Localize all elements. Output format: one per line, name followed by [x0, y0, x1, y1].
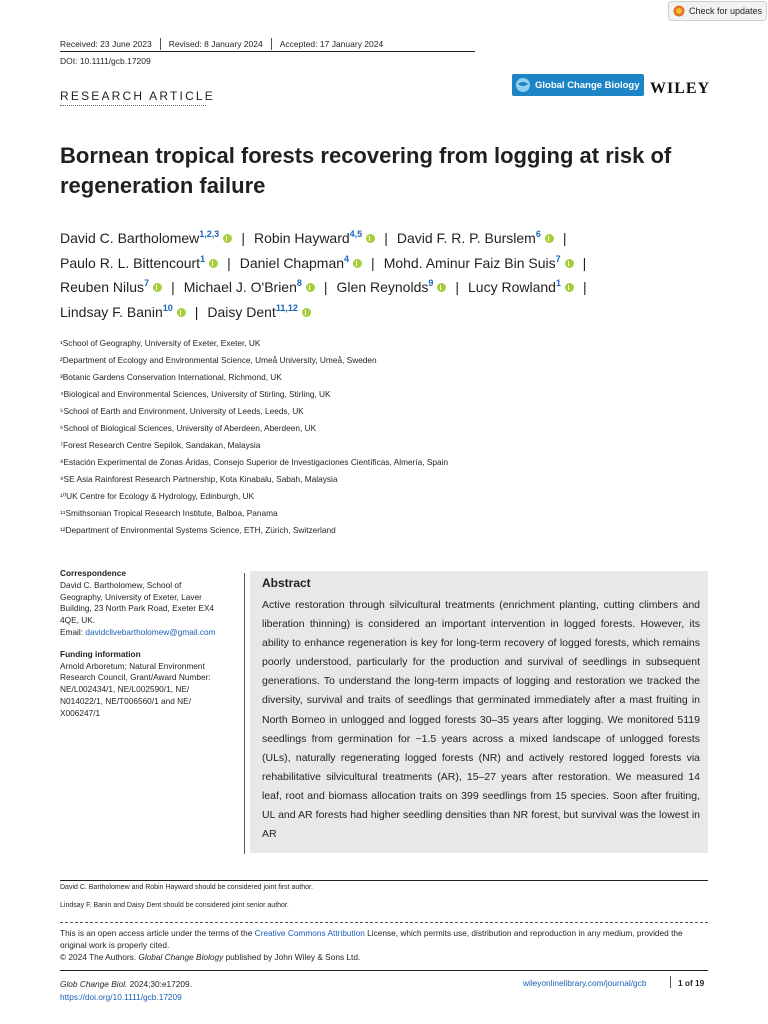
author-name: Daniel Chapman [239, 254, 345, 271]
author-separator: | [562, 230, 567, 246]
author[interactable] [240, 255, 362, 271]
author[interactable] [254, 230, 375, 246]
journal-logo[interactable] [512, 74, 644, 96]
affiliation: ⁶School of Biological Sciences, University of Aberdeen, Aberdeen, UK [60, 423, 317, 433]
accepted-date: Accepted: 17 January 2024 [279, 39, 384, 49]
correspondence-line: David C. Bartholomew, School of [60, 579, 182, 590]
revised-date: Revised: 8 January 2024 [168, 39, 263, 49]
divider [60, 922, 708, 923]
author-name: Lindsay F. Banin [60, 303, 163, 320]
orcid-icon[interactable] [306, 283, 315, 292]
author-separator: | [384, 230, 388, 246]
divider [60, 880, 708, 881]
orcid-icon[interactable] [565, 283, 574, 292]
affiliation-ref[interactable]: 4,5 [349, 229, 363, 239]
affiliation: ⁷Forest Research Centre Sepilok, Sandakan, Malaysia [60, 440, 261, 450]
citation [60, 978, 192, 1004]
author[interactable] [468, 279, 574, 295]
affiliation-ref[interactable]: 11,12 [275, 302, 298, 313]
article-history [60, 38, 383, 50]
email-line [60, 627, 238, 639]
author-separator: | [323, 279, 328, 295]
doi-link[interactable]: https://doi.org/10.1111/gcb.17209 [60, 992, 182, 1002]
author-name: Michael J. O'Brien [183, 279, 297, 295]
author-name: Daisy Dent [207, 303, 276, 320]
copyright-journal: Global Change Biology [138, 952, 224, 962]
email-link[interactable]: davidclivebartholomew@gmail.com [85, 626, 216, 637]
author-name: Robin Hayward [253, 230, 350, 246]
check-updates-label: Check for updates [689, 6, 763, 16]
author-name: Reuben Nilus [60, 279, 145, 295]
publisher-logo[interactable]: WILEY [650, 80, 711, 97]
affiliation-ref[interactable]: 6 [535, 229, 541, 239]
license-text [60, 927, 708, 963]
email-label: Email: [60, 626, 86, 637]
author-separator: | [171, 279, 175, 295]
journal-name: Global Change Biology [535, 79, 640, 91]
article-title: Bornean tropical forests recovering from logging at risk of regeneration failure [60, 143, 672, 198]
author-list [60, 226, 720, 324]
footnote: Lindsay F. Banin and Daisy Dent should be considered joint senior author. [60, 902, 289, 909]
author[interactable] [60, 304, 186, 320]
orcid-icon[interactable] [302, 308, 311, 317]
affiliation-ref[interactable]: 7 [144, 278, 150, 288]
author-name: Lucy Rowland [468, 279, 556, 295]
affiliation: ¹¹Smithsonian Tropical Research Institute, Balboa, Panama [60, 508, 278, 518]
page-number: 1 of 19 [678, 978, 705, 988]
orcid-icon[interactable] [545, 234, 554, 243]
affiliation: ²Department of Ecology and Environmental Science, Umeå University, Umeå, Sweden [60, 355, 377, 365]
author[interactable] [384, 255, 574, 271]
citation-ref: 2024;30:e17209. [127, 979, 192, 989]
affiliation: ⁸Estación Experimental de Zonas Áridas, Consejo Superior de Investigaciones Científicas, Almería, Spain [60, 457, 449, 467]
received-date: Received: 23 June 2023 [60, 39, 152, 49]
divider [244, 573, 245, 854]
author-separator: | [455, 279, 460, 295]
affiliation-ref[interactable]: 9 [428, 278, 434, 288]
copyright-pre: © 2024 The Authors. [60, 952, 139, 962]
correspondence-line: Building, 23 North Park Road, Exeter EX4 [60, 603, 215, 614]
orcid-icon[interactable] [153, 283, 162, 292]
author[interactable] [60, 279, 162, 295]
affiliation: ¹⁰UK Centre for Ecology & Hydrology, Edinburgh, UK [60, 491, 255, 501]
author[interactable] [60, 230, 232, 246]
funding-line: Research Council, Grant/Award Number: [60, 672, 211, 683]
article-type: RESEARCH ARTICLE [60, 89, 216, 103]
orcid-icon[interactable] [223, 234, 232, 243]
divider [670, 976, 671, 988]
author-separator: | [241, 230, 245, 246]
author-name: Paulo R. L. Bittencourt [60, 254, 201, 271]
citation-journal: Glob Change Biol. [60, 979, 128, 989]
license-pre: This is an open access article under the terms of the [60, 928, 255, 938]
author[interactable] [337, 279, 447, 295]
abstract-heading: Abstract [262, 576, 311, 590]
copyright-post: published by John Wiley & Sons Ltd. [223, 952, 361, 962]
divider [60, 51, 475, 52]
affiliation-ref[interactable]: 7 [555, 253, 561, 264]
author[interactable] [397, 230, 554, 246]
funding-line: Arnold Arboretum; Natural Environment [60, 660, 205, 671]
orcid-icon[interactable] [437, 283, 446, 292]
correspondence-line: Geography, University of Exeter, Laver [60, 591, 202, 602]
affiliation-ref[interactable]: 4 [344, 253, 350, 264]
affiliation-list [60, 335, 448, 539]
doi: DOI: 10.1111/gcb.17209 [60, 56, 151, 66]
check-for-updates-button[interactable] [668, 1, 767, 21]
author-name: Glen Reynolds [336, 279, 429, 295]
orcid-icon[interactable] [366, 234, 375, 243]
author[interactable] [207, 304, 311, 320]
affiliation-ref[interactable]: 1 [200, 253, 206, 264]
correspondence-heading: Correspondence [60, 568, 126, 578]
divider [60, 970, 708, 971]
author-separator: | [227, 254, 231, 271]
affiliation-ref[interactable]: 8 [296, 278, 302, 288]
affiliation: ⁹SE Asia Rainforest Research Partnership, Kota Kinabalu, Sabah, Malaysia [60, 474, 338, 484]
divider [271, 38, 272, 50]
orcid-icon[interactable] [209, 259, 218, 268]
affiliation: ⁴Biological and Environmental Sciences, University of Stirling, Stirling, UK [60, 389, 331, 399]
orcid-icon[interactable] [177, 308, 186, 317]
affiliation-ref[interactable]: 1,2,3 [199, 229, 220, 239]
orcid-icon[interactable] [353, 259, 362, 268]
divider [60, 105, 206, 106]
journal-site-link[interactable]: wileyonlinelibrary.com/journal/gcb [523, 978, 647, 988]
author[interactable] [60, 255, 218, 271]
author-name: David C. Bartholomew [60, 230, 200, 246]
footnote: David C. Bartholomew and Robin Hayward should be considered joint first author. [60, 884, 313, 891]
funding-line: NE/L002434/1, NE/L002590/1, NE/ [60, 684, 190, 695]
correspondence-line: 4QE, UK. [60, 615, 96, 626]
affiliation: ⁵School of Earth and Environment, University of Leeds, Leeds, UK [60, 406, 304, 416]
author-separator: | [194, 303, 199, 320]
affiliation: ¹²Department of Environmental Systems Science, ETH, Zürich, Switzerland [60, 525, 336, 535]
author-separator: | [582, 254, 587, 271]
affiliation: ¹School of Geography, University of Exeter, Exeter, UK [60, 338, 261, 348]
author-separator: | [371, 254, 375, 271]
author-name: Mohd. Aminur Faiz Bin Suis [383, 254, 556, 271]
abstract-text: Active restoration through silvicultural treatments (enrichment planting, cutting climbers and liberation thinning) is considered an important intervention in logged forests. However, its ability to enhance regeneration is key for long-term recovery of logged forests, which remains poorly understood, particularly for the production and survival of seedlings in subsequent generations. To understand the long-term impacts of logging and restoration we tracked the diversity, survival and traits of seedlings that germinated immediately after a mast fruiting in North Borneo in unlogged and logged forests 30–35 years after logging. We monitored 5119 seedlings from germination for ~1.5 years across a mixed landscape of unlogged forests (ULs), naturally regenerating logged forests (NR) and actively restored logged forests via rehabilitative silvicultural treatments (AR), 15–27 years after restoration. We measured 14 leaf, root and biomass allocation traits on 399 seedlings from 15 species. Soon after fruiting, UL and AR forests had higher seedling densities than NR forest, but survival was the lowest in AR [262, 599, 700, 841]
globe-icon [515, 77, 531, 93]
correspondence-text [60, 580, 238, 639]
cc-license-link[interactable]: Creative Commons Attribution [254, 928, 365, 938]
author-name: David F. R. P. Burslem [396, 230, 536, 246]
author-separator: | [582, 279, 587, 295]
funding-line: X006247/1 [60, 707, 101, 718]
affiliation-ref[interactable]: 1 [555, 278, 561, 288]
author[interactable] [184, 279, 315, 295]
check-updates-icon [673, 5, 685, 17]
funding-line: N014022/1, NE/T006560/1 and NE/ [60, 695, 191, 706]
affiliation: ³Botanic Gardens Conservation International, Richmond, UK [60, 372, 282, 382]
funding-heading: Funding information [60, 648, 141, 659]
divider [160, 38, 161, 50]
affiliation-ref[interactable]: 10 [162, 302, 173, 313]
sidebar [60, 568, 238, 720]
license-post: License, which permits use, distribution and reproduction in any medium, provided the original work is properly cited. [60, 928, 683, 950]
orcid-icon[interactable] [565, 259, 574, 268]
